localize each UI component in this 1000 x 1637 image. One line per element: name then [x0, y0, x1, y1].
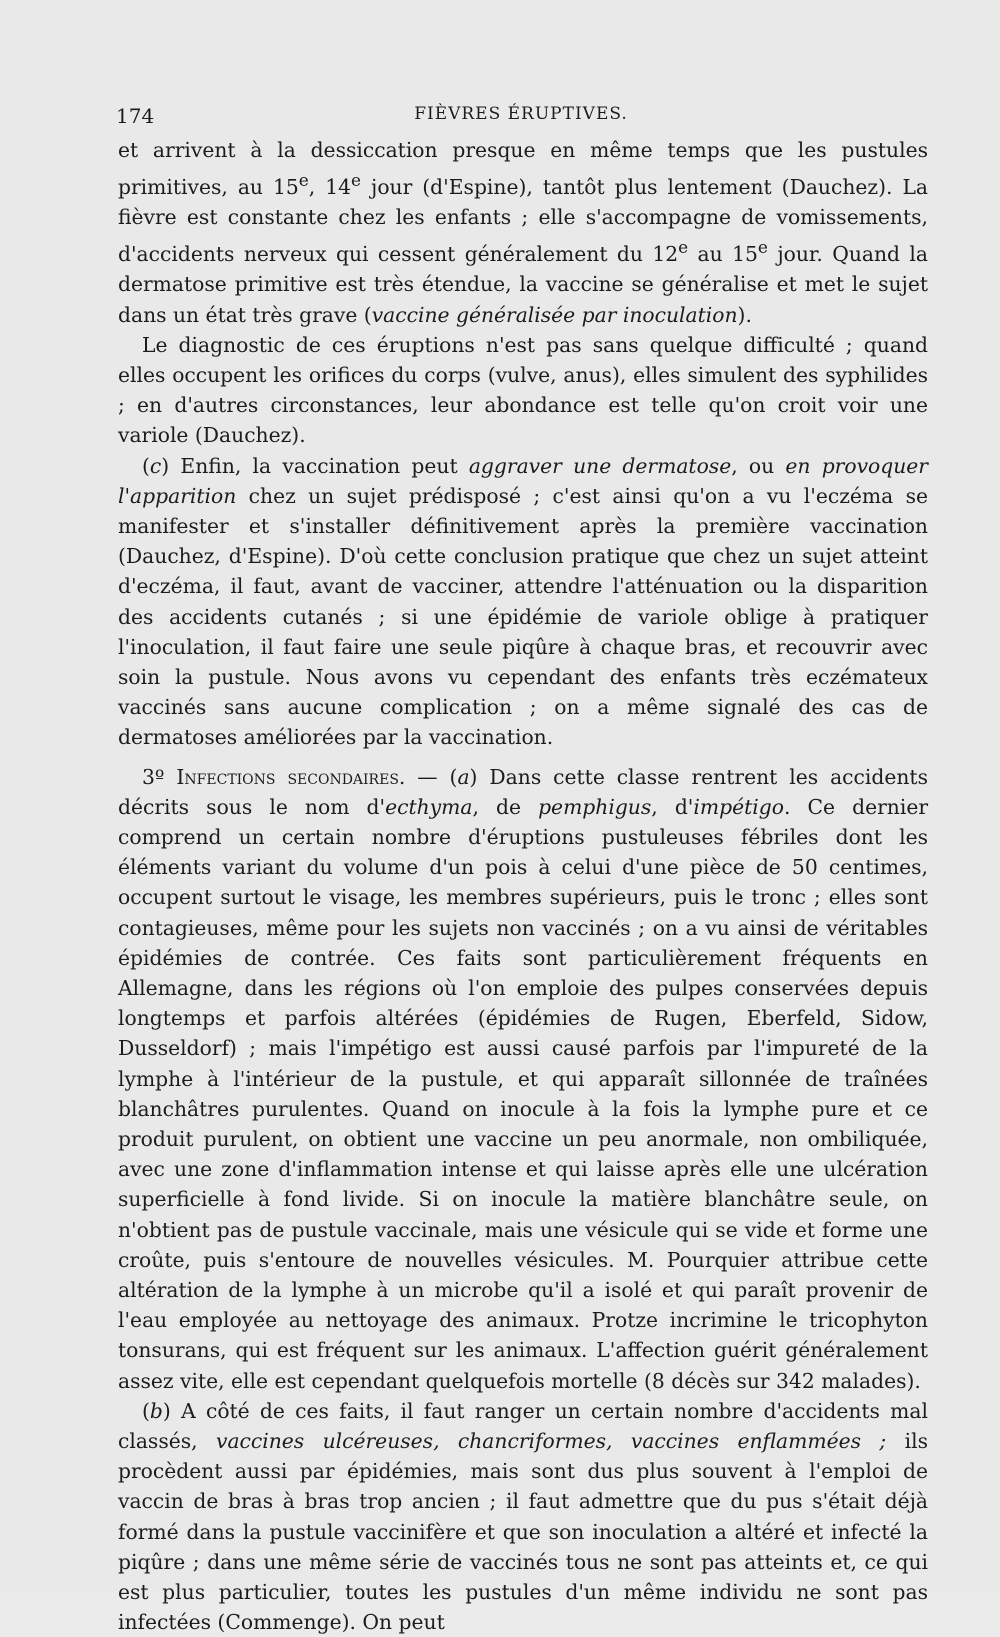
text-run: , de [472, 794, 539, 819]
italic-run: pemphigus [538, 794, 652, 819]
page-header [116, 104, 926, 134]
text-run: ( [142, 1398, 150, 1423]
italic-run: impétigo [693, 794, 784, 819]
section-number: 3º [142, 764, 165, 789]
text-run: jour. Quand la dermatose primitive est très étendue, la vaccine se généralise et met le sujet dans un état très grave ( [118, 242, 928, 327]
superscript: e [678, 237, 689, 258]
superscript: e [351, 170, 362, 191]
section-heading: Infections secondaires. [176, 764, 406, 789]
text-run: . Ce dernier comprend un certain nombre d'éruptions pustuleuses fébriles dont les éléments variant du volume d'un pois à celui d'une pièce de 50 centimes, occupent surtout le visage, les membres supérieurs, puis le tronc ; elles sont contagieuses, même pour les sujets non vaccinés ; on a vu ainsi de véritables épidémies de contrée. Ces faits sont particulièrement fréquents en Allemagne, dans les régions où l'on emploie des pulpes conservées depuis longtemps et parfois altérées (épidémies de Rugen, Eberfeld, Sidow, Dusseldorf) ; mais l'impétigo est aussi causé parfois par l'impureté de la lymphe à l'intérieur de la pustule, et qui apparaît sillonnée de traînées blanchâtres purulentes. Quand on inocule à la fois la lymphe pure et ce produit purulent, on obtient une vaccine un peu anormale, non ombiliquée, avec une zone d'inflammation intense et qui laisse après elle une ulcération superficielle à fond livide. Si on inocule la matière blanchâtre seule, on n'obtient pas de pustule vaccinale, mais une vésicule qui se vide et forme une croûte, puis s'entoure de nouvelles vésicules. M. Pourquier attribue cette altération de la lymphe à un microbe qu'il a isolé et qui paraît provenir de l'eau employée au nettoyage des animaux. Protze incrimine le tricophyton tonsurans, qui est fréquent sur les animaux. L'affection guérit généralement assez vite, elle est cependant quelquefois mortelle (8 décès sur 342 malades). [118, 794, 929, 1393]
italic-run: en provoquer l'apparition [118, 453, 929, 508]
text-run: ) Enfin, la vaccination peut [161, 453, 469, 478]
body-text [118, 135, 928, 1637]
italic-run: vaccines ulcéreuses, chancriformes, vaccines enflammées ; [215, 1429, 887, 1454]
paragraph-4 [118, 762, 928, 1396]
superscript: e [757, 237, 768, 258]
text-run: et arrivent à la dessiccation presque en même temps que les pustules primitives, au 15 [118, 138, 928, 199]
text-run: , d' [651, 794, 694, 819]
italic-run: vaccine généralisée par inoculation [371, 302, 738, 327]
italic-run: b [149, 1398, 163, 1423]
italic-run: a [457, 764, 470, 789]
text-run: Le diagnostic de ces éruptions n'est pas sans quelque difficulté ; quand elles occupent les orifices du corps (vulve, anus), elles simulent des syphilides ; en d'autres circonstances, leur abondance est telle qu'on croit voir une variole (Dauchez). [118, 332, 928, 448]
italic-run: c [149, 453, 162, 478]
running-title: FIÈVRES ÉRUPTIVES. [414, 104, 628, 124]
text-run: , 14 [308, 174, 352, 199]
page-number: 174 [116, 104, 155, 128]
italic-run: ecthyma [385, 794, 473, 819]
text-run: , ou [731, 453, 786, 478]
text-run: au 15 [688, 242, 758, 267]
text-run: jour (d'Espine), tantôt plus lentement (Dauchez). La fièvre est constante chez les enfants ; elle s'accompagne de vomissements, d'accidents nerveux qui cessent généralement du 12 [118, 174, 929, 267]
text-run: — ( [405, 764, 458, 789]
paragraph-2 [118, 330, 928, 451]
text-run: ) A côté de ces faits, il faut ranger un certain nombre d'accidents mal classés, [118, 1398, 928, 1454]
italic-run: aggraver une dermatose [468, 453, 732, 478]
text-run: ) Dans cette classe rentrent les accidents décrits sous le nom d' [118, 764, 928, 819]
text-run: ). [737, 302, 752, 327]
text-run: chez un sujet prédisposé ; c'est ainsi qu'on a vu l'eczéma se manifester et s'installer définitivement après la première vaccination (Dauchez, d'Espine). D'où cette conclusion pratique que chez un sujet atteint d'eczéma, il faut, avant de vacciner, attendre l'atténuation ou la disparition des accidents cutanés ; si une épidémie de variole oblige à pratiquer l'inoculation, il faut faire une seule piqûre à chaque bras, et recouvrir avec soin la pustule. Nous avons vu cependant des enfants très eczémateux vaccinés sans aucune complication ; on a même signalé des cas de dermatoses améliorées par la vaccination. [118, 483, 928, 750]
text-run: ils procèdent aussi par épidémies, mais sont dus plus souvent à l'emploi de vaccin de bras à bras trop ancien ; il faut admettre que du pus s'était déjà formé dans la pustule vaccinifère et que son inoculation a altéré et infecté la piqûre ; dans une même série de vaccinés tous ne sont pas atteints et, ce qui est plus particulier, toutes les pustules d'un même individu ne sont pas infectées (Commenge). On peut [118, 1429, 928, 1635]
text-run: ( [142, 453, 150, 478]
paragraph-3 [118, 451, 928, 753]
paragraph-1 [118, 135, 928, 330]
superscript: e [298, 170, 309, 191]
paragraph-5 [118, 1396, 928, 1637]
